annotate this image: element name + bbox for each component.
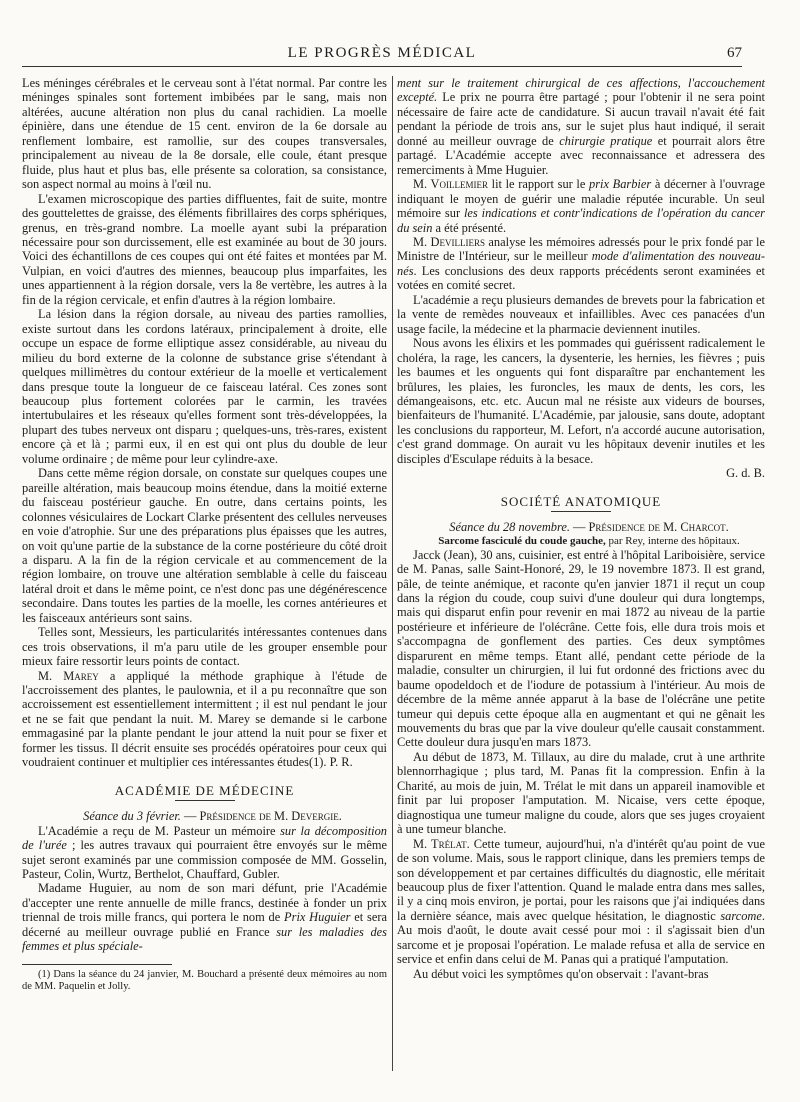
italic-text: les indications et contr'indications de l'opération du cancer du sein — [397, 206, 765, 235]
text: ; les autres travaux qui pourraient être envoyés sur le même sujet seront examinés par une commission composée de MM. Gosselin, Pasteur, Colin, Wurtz, Berthelot, Chauffard, Gubler. — [22, 838, 387, 882]
paragraph: Au début voici les symptômes qu'on observait : l'avant-bras — [413, 966, 709, 981]
section-rule — [551, 511, 611, 512]
paragraph: Dans cette même région dorsale, on constate sur quelques coupes une pareille altération, mais beaucoup moins étendue, dans la moitié externe du faisceau postérieur gauche. En outre, dans certains points, les colonnes vésiculaires de Lockart Clarke présentent des cellules nerveuses en voie d'atrophie. Sur une des préparations plus épaisses que les autres, on voit qu'une partie de la substance de la corne postérieure du côté droit a disparu. A la fin de la région cervicale et au commencement de la région lombaire, on trouve une altération semblable à celle du faisceau latéral droit et dans le même point, ce n'est donc pas une dégénérescence secondaire. Dans toutes les parties de la moelle, les cornes antérieures et les faisceaux antérieurs sont sains. — [22, 466, 387, 625]
paragraph-text: a appliqué la méthode graphique à l'étude de l'accroissement des plantes, le paulownia, et il a pu reconnaître que son accroissement est essentiellement intermittent ; il est nul pendant le jour et ne se fait que pendant la nuit. M. Marey se demande si le carbone emmagasiné par la plante pendant le jour attend la nuit pour se fixer et former les tissus. Il décrit ensuite ses procédés opératoires pour ceux qui voudraient continuer et multiplier ces intéressantes études(1). P. R. — [22, 668, 387, 770]
text: . Au mois d'août, le doute avait cessé pour moi : il s'agissait bien d'un sarcome et je proposai l'opération. Le malade refusa et alla de service en service et enfin dans celui de M. Panas qui a pratiqué l'amputation. — [397, 908, 765, 967]
seance-presidence: — Présidence de M. Charcot. — [569, 520, 729, 535]
seance-date: Séance du 3 février. — [83, 809, 181, 824]
paragraph — [22, 824, 387, 882]
person-name: M. Trélat — [413, 836, 467, 851]
paragraph — [397, 76, 765, 177]
article-author: par Rey, interne des hôpitaux. — [605, 534, 740, 547]
signature: G. d. B. — [726, 466, 765, 481]
paragraph — [397, 837, 765, 967]
section-title-societe: SOCIÉTÉ ANATOMIQUE — [500, 493, 662, 509]
italic-text: sarcome — [720, 908, 762, 923]
left-column — [22, 76, 387, 994]
paragraph: L'académie a reçu plusieurs demandes de brevets pour la fabrication et la vente de remèdes nouveaux et infaillibles. Avec ces panacées d'un usage facile, la médecine et la pharmacie deviennent inutiles. — [397, 292, 765, 336]
paragraph: La lésion dans la région dorsale, au niveau des parties ramollies, existe surtout dans les cordons latéraux, principalement à droite, elle occupe un espace de forme elliptique assez considérable, au niveau du milieu du bord externe de la colonne de substance grise s'étendant à quelques millimètres du contour extérieur de la moelle et verticalement dans presque toute la longueur de ce faisceau latéral. Ces zones sont beaucoup plus fortement colorées par le carmin, les travées intertubulaires et les réseaux qu'elles forment sont très-développées, la plupart des tubes nerveux ont disparu ; quelques-uns, très-rares, existent encore çà et là ; parmi eux, il en est qui ont plus du double de leur volume ordinaire ; de même pour leur cylindre-axe. — [22, 307, 387, 466]
text: à décerner à l'ouvrage indiquant le moyen de guérir une maladie réputée incurable. Un seul mémoire sur — [397, 177, 765, 221]
article-title — [397, 535, 765, 548]
text: . Les conclusions des deux rapports précédents seront examinées et votées en comité secret. — [397, 263, 765, 293]
journal-title: LE PROGRÈS MÉDICAL — [287, 45, 477, 61]
text: et pourrait alors être partagé. L'Académie accepte avec reconnaissance et adressera des remerciments à Mme Huguier. — [397, 133, 765, 177]
paragraph — [397, 177, 765, 235]
text: lit le rapport sur le — [487, 177, 590, 192]
paragraph: Telles sont, Messieurs, les particularités intéressantes contenues dans ces trois observations, il m'a paru utile de les grouper ensemble pour mieux faire ressortir leurs points de contact. — [22, 625, 387, 669]
italic-text: mode d'alimentation des nouveau-nés — [397, 249, 765, 278]
italic-text: chirurgie pratique — [559, 133, 653, 148]
seance-line — [22, 809, 387, 823]
text: a été présenté. — [432, 220, 507, 235]
paragraph — [397, 235, 765, 293]
article-heading: Sarcome fasciculé du coude gauche, — [438, 534, 606, 547]
seance-date: Séance du 28 novembre. — [449, 520, 570, 535]
footnote: (1) Dans la séance du 24 janvier, M. Bouchard a présenté deux mémoires au nom de MM. Paquelin et Jolly. — [22, 968, 387, 993]
paragraph: Les méninges cérébrales et le cerveau sont à l'état normal. Par contre les méninges spinales sont fortement imbibées par le sang, mais non altérées, aucune altération non plus du canal rachidien. La moelle épinière, dans une étendue de 15 cent. environ de la 6e dorsale au renflement lombaire, est ramollie, sur des coupes transversales, principalement au niveau de la 8e dorsale, elle coule, étant presque fluide, plus haut et plus bas, elle présente sa coloration, sa consistance, son aspect normal au moins à l'œil nu. — [22, 76, 387, 192]
text: Le prix ne pourra être partagé ; pour l'obtenir il ne sera point nécessaire de faire acte de candidature. Si aucun travail n'avait été fait pendant la période de trois ans, sur le sujet plus haut indiqué, il serait donné au meilleur ouvrage de — [397, 90, 765, 148]
right-column — [397, 76, 765, 981]
paragraph: Nous avons les élixirs et les pommades qui guérissent radicalement le choléra, la rage, les cancers, la dysenterie, les hernies, les fièvres ; puis les baumes et les onguents qui font disparaître par enchantement les brûlures, les plaies, les furoncles, les maux de dents, les cors, les démangeaisons, etc. etc. Aucun mal ne résiste aux videurs de bourses, bienfaiteurs de l'humanité. L'Académie, par jalousie, sans doute, adoptant les conclusions du rapporteur, M. Lefort, n'a accordé aucune autorisation, c'est grand dommage. On aurait vu les hôpitaux devenir inutiles et les disciples d'Esculape réduits à la besace. — [397, 336, 765, 466]
footnote-rule — [22, 964, 172, 965]
italic-text: Prix Huguier — [284, 910, 351, 925]
italic-text: sur la décomposition de l'urée — [22, 823, 387, 853]
section-title-academie: ACADÉMIE DE MÉDECINE — [114, 782, 295, 798]
person-name: M. Devilliers — [413, 234, 485, 249]
text: analyse les mémoires adressés pour le prix fondé par le Ministre de l'Intérieur, sur le meilleur — [397, 234, 765, 264]
section-rule — [175, 800, 235, 801]
italic-text: ment sur le traitement chirurgical de ces affections, l'accouchement excepté. — [397, 76, 765, 105]
paragraph: Jacck (Jean), 30 ans, cuisinier, est entré à l'hôpital Lariboisière, service de M. Panas, salle Saint-Honoré, 29, le 19 novembre 1873. Il est grand, pâle, de teinte anémique, et raconte qu'en janvier 1871 il reçut un coup dans la région du coude, coup suivi d'une douleur qui dura longtemps, mais qui disparut enfin pour revenir en mai 1872 au niveau de la partie postérieure et inférieure de l'olécrâne. Cette fois, elle dura trois mois et s'accompagna de gonflement des parties. Ces deux symptômes disparurent en même temps. Etant allé, pendant cette période de la maladie, consulter un chirurgien, il lui fut ordonné des frictions avec du baume opodeldoch et de l'iodure de potassium à l'intérieur. Au mois de décembre de la même année apparut à la base de l'olécrâne une petite tumeur qui depuis cette époque alla en augmentant et qui ne gênait les mouvements du bras que par la vive douleur qu'elle causait constamment. Cette douleur dura jusqu'en mars 1873. — [397, 547, 765, 750]
text: Madame Huguier, au nom de son mari défunt, prie l'Académie d'accepter une rente annuelle de mille francs, destinée à fonder un prix triennal de trois mille francs, qui portera le nom de — [22, 881, 387, 925]
person-name: M. Marey — [38, 668, 99, 683]
page-number: 67 — [727, 45, 742, 61]
text: L'Académie a reçu de M. Pasteur un mémoire — [38, 823, 281, 838]
italic-text: prix Barbier — [589, 177, 652, 192]
italic-text: sur les maladies des femmes et plus spéciale- — [22, 924, 388, 954]
paragraph: Au début de 1873, M. Tillaux, au dire du malade, crut à une arthrite blennorrhagique ; plus tard, M. Panas fit la compression. Enfin à la Charité, au mois de juin, M. Trélat le mit dans un appareil inamovible et finit par lui proposer l'amputation. M. Nicaise, vers cette époque, diagnostiqua une tumeur maligne du coude, alors que ses juges croyaient à une tumeur blanche. — [397, 749, 765, 837]
paragraph: L'examen microscopique des parties diffluentes, fait de suite, montre des gouttelettes de graisse, des éléments fibrillaires des corps sphériques, grenus, en très-grand nombre. La moelle ayant subi la préparation nécessaire pour son durcissement, elle est examinée au bout de 30 jours. Voici des échantillons de ces coupes qui ont été faites et montées par M. Vulpian, en voici d'autres des miennes, beaucoup plus imparfaites, les unes appartiennent à la région dorsale, vers la 8e vertèbre, les autres à la fin de la région cervicale, et enfin d'autres à la région lombaire. — [22, 191, 387, 307]
paragraph — [22, 881, 387, 953]
person-name: M. Voillemier — [413, 177, 488, 192]
seance-line — [397, 520, 765, 534]
column-divider — [392, 76, 393, 1071]
seance-presidence: — Présidence de M. Devergie. — [180, 809, 342, 824]
text: . Cette tumeur, aujourd'hui, n'a d'intérêt qu'au point de vue de son volume. Mais, sous le rapport clinique, dans les premiers temps de son développement et par certaines difficultés du diagnostic, elle méritait beaucoup plus de fixer l'attention. Quand le malade entra dans mes salles, il y a cinq mois environ, je portai, pour les raisons que j'ai indiquées dans la dernière séance, mais avec quelque hésitation, le diagnostic — [397, 836, 765, 923]
text: et sera décerné au meilleur ouvrage publié en France — [22, 910, 387, 939]
page-header — [22, 44, 742, 67]
paragraph-marey — [22, 669, 387, 770]
